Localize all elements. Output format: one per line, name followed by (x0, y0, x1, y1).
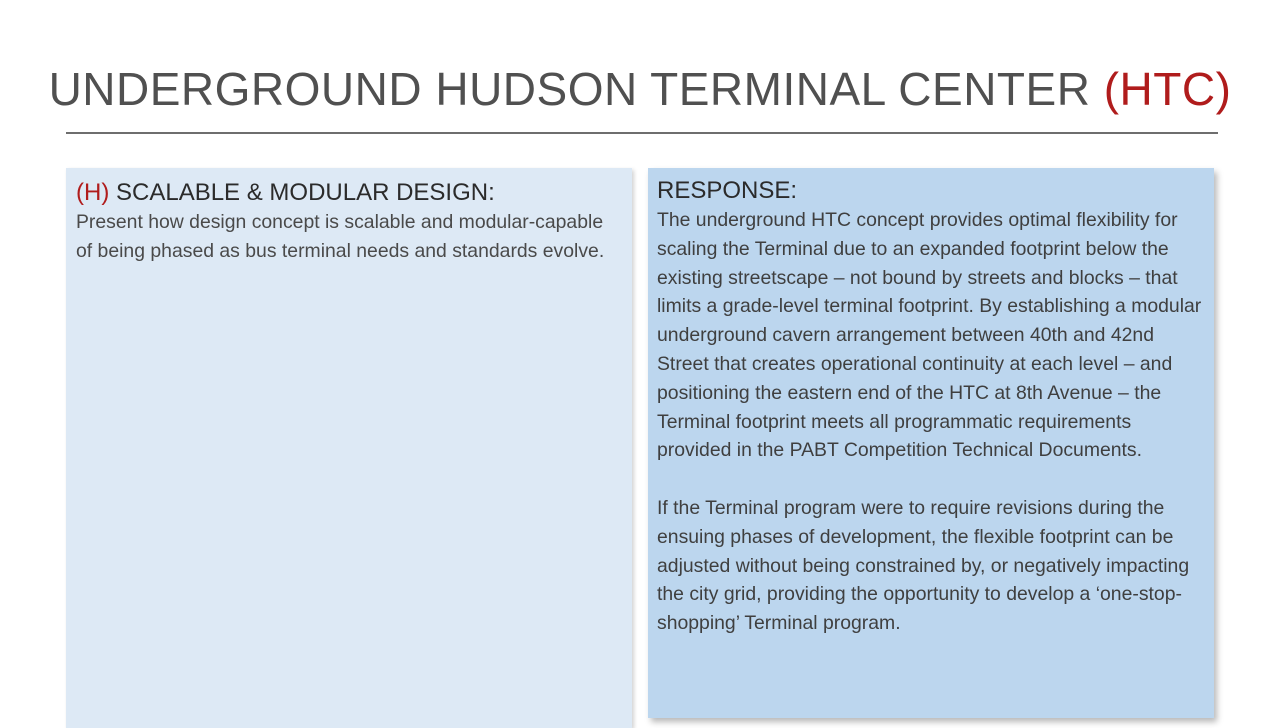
slide-title (0, 62, 1280, 116)
slide-title-main: UNDERGROUND HUDSON TERMINAL CENTER (48, 63, 1104, 115)
requirement-heading (76, 178, 622, 208)
response-paragraph-1: The underground HTC concept provides optimal flexibility for scaling the Terminal due to an expanded footprint below the existing streetscape – not bound by streets and blocks – that limits a grade-level terminal footprint. By establishing a modular underground cavern arrangement between 40th and 42nd Street that creates operational continuity at each level – and positioning the eastern end of the HTC at 8th Avenue – the Terminal footprint meets all programmatic requirements provided in the PABT Competition Technical Documents. (657, 209, 1202, 462)
slide-title-accent: (HTC) (1103, 63, 1232, 115)
title-divider (66, 132, 1218, 134)
requirement-body: Present how design concept is scalable and modular-capable of being phased as bus terminal needs and standards evolve. (76, 211, 605, 262)
requirement-panel (66, 168, 632, 728)
response-heading: RESPONSE: (657, 177, 798, 204)
requirement-heading-text: SCALABLE & MODULAR DESIGN: (109, 179, 495, 206)
paragraph-spacer (657, 465, 1205, 494)
response-panel (648, 168, 1214, 718)
response-paragraph-2: If the Terminal program were to require revisions during the ensuing phases of development, the flexible footprint can be adjusted without being constrained by, or negatively impacting the city grid, providing the opportunity to develop a ‘one-stop-shopping’ Terminal program. (657, 496, 1190, 635)
requirement-heading-label: (H) (76, 179, 110, 206)
